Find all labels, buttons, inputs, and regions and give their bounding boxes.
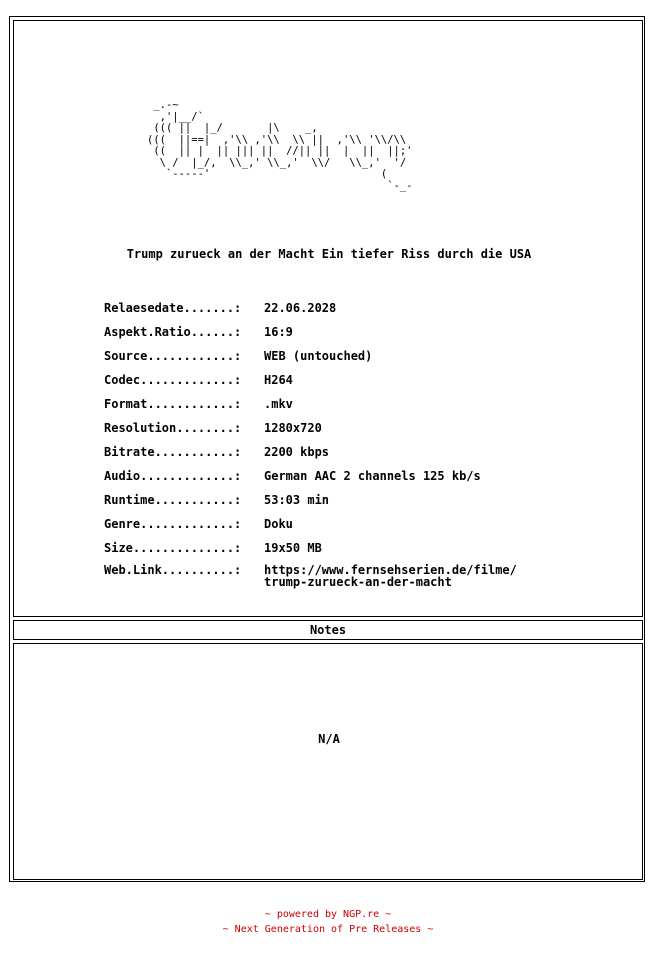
notes-header: Notes bbox=[13, 620, 643, 640]
field-key: Format............: bbox=[104, 397, 242, 411]
notes-content: N/A bbox=[318, 732, 340, 746]
footer-powered-by[interactable]: ~ powered by NGP.re ~ bbox=[264, 909, 392, 920]
field-key: Codec.............: bbox=[104, 373, 242, 387]
field-value: Doku bbox=[264, 517, 293, 531]
field-key: Audio.............: bbox=[104, 469, 242, 483]
release-headline: Trump zurueck an der Macht Ein tiefer Riss durch die USA bbox=[126, 247, 532, 261]
field-key: Aspekt.Ratio......: bbox=[104, 325, 242, 339]
field-key: Source............: bbox=[104, 349, 242, 363]
field-row-audio bbox=[104, 468, 517, 492]
field-value: 1280x720 bbox=[264, 421, 322, 435]
field-row-weblink bbox=[104, 564, 517, 598]
field-row-aspect-ratio bbox=[104, 324, 517, 348]
field-key: Bitrate...........: bbox=[104, 445, 242, 459]
field-value: .mkv bbox=[264, 397, 293, 411]
field-key: Relaesedate.......: bbox=[104, 301, 242, 315]
field-row-codec bbox=[104, 372, 517, 396]
footer bbox=[0, 907, 656, 937]
ascii-logo: _.-~ ,'|__/` ((( || |_/ |\ _, ((( ||==| ,'\\ ,'\\ \\ || ,'\\ '\\/\\ (( || | || ||| || //|| || | || ||;' \ / |_/, \\_,' \\_,' \\/ \\_,' '/ `-----' ( `-_- bbox=[147, 99, 413, 192]
field-list bbox=[104, 300, 517, 598]
weblink-url-line2[interactable]: trump-zurueck-an-der-macht bbox=[264, 575, 452, 589]
field-key: Size..............: bbox=[104, 541, 242, 555]
field-value: German AAC 2 channels 125 kb/s bbox=[264, 469, 481, 483]
field-value: 53:03 min bbox=[264, 493, 330, 507]
field-row-runtime bbox=[104, 492, 517, 516]
field-row-releasedate bbox=[104, 300, 517, 324]
field-value: 19x50 MB bbox=[264, 541, 322, 555]
field-row-size bbox=[104, 540, 517, 564]
field-row-genre bbox=[104, 516, 517, 540]
field-row-source bbox=[104, 348, 517, 372]
field-key: Resolution........: bbox=[104, 421, 242, 435]
field-value: 2200 kbps bbox=[264, 445, 330, 459]
field-value: 22.06.2028 bbox=[264, 301, 337, 315]
weblink-url-line1[interactable]: https://www.fernsehserien.de/filme/ bbox=[264, 563, 517, 577]
field-row-resolution bbox=[104, 420, 517, 444]
field-row-bitrate bbox=[104, 444, 517, 468]
notes-panel bbox=[13, 643, 643, 880]
field-value: WEB (untouched) bbox=[264, 349, 373, 363]
field-value: 16:9 bbox=[264, 325, 293, 339]
release-info-panel bbox=[13, 20, 643, 617]
footer-tagline: ~ Next Generation of Pre Releases ~ bbox=[222, 924, 434, 935]
field-value: H264 bbox=[264, 373, 293, 387]
field-row-format bbox=[104, 396, 517, 420]
field-key: Genre.............: bbox=[104, 517, 242, 531]
field-key: Runtime...........: bbox=[104, 493, 242, 507]
field-key: Web.Link..........: bbox=[104, 563, 242, 577]
weblink-url[interactable] bbox=[264, 564, 517, 598]
